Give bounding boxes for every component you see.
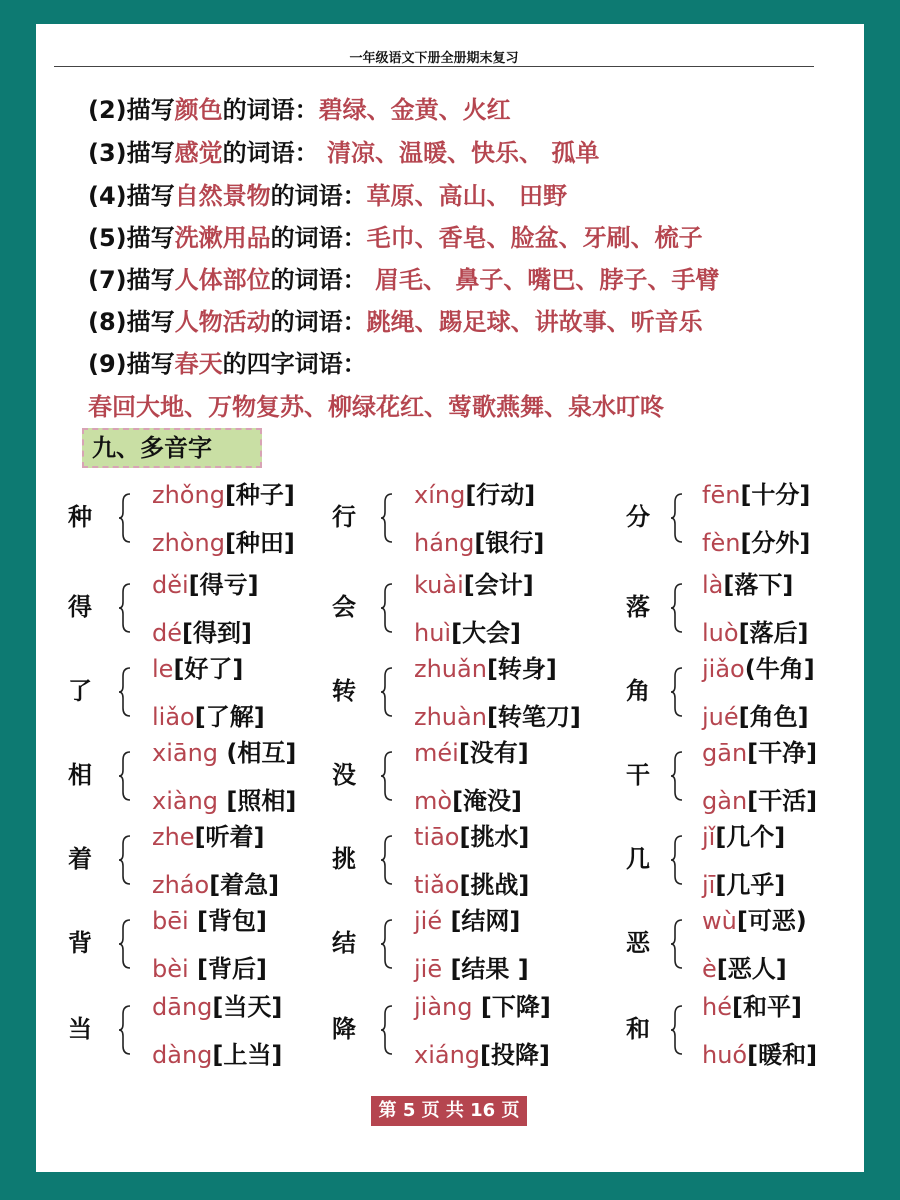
polyphone-character: 分 [626, 503, 650, 531]
section-title-polyphones: 九、多音字 [82, 428, 262, 468]
polyphone-character: 干 [626, 761, 650, 789]
polyphone-reading [702, 992, 802, 1022]
polyphone-character: 结 [332, 929, 356, 957]
curly-brace-icon [670, 1004, 684, 1056]
vocab-label: 的词语： [222, 139, 319, 167]
polyphone-reading [152, 906, 267, 936]
curly-brace-icon [380, 1004, 394, 1056]
vocab-line [88, 95, 511, 125]
example-word: [几个] [715, 823, 786, 851]
vocab-label: 的四字词语： [222, 350, 367, 378]
pinyin: fèn [702, 529, 741, 557]
pinyin: mò [414, 787, 453, 815]
vocab-prefix: (8)描写 [88, 308, 175, 336]
vocab-prefix: (5)描写 [88, 224, 175, 252]
polyphone-character: 了 [68, 677, 92, 705]
vocab-prefix: (9)描写 [88, 350, 175, 378]
vocab-label: 的词语： [270, 308, 367, 336]
pinyin: fēn [702, 481, 741, 509]
polyphone-reading [152, 954, 267, 984]
example-word: [得亏] [188, 571, 259, 599]
vocab-prefix: (7)描写 [88, 266, 175, 294]
pinyin: le [152, 655, 174, 683]
curly-brace-icon [670, 492, 684, 544]
pinyin: liǎo [152, 703, 195, 731]
example-word: [干活] [747, 787, 818, 815]
vocab-line [88, 349, 367, 379]
pinyin: zhuǎn [414, 655, 487, 683]
example-word: [大会] [451, 619, 522, 647]
curly-brace-icon [670, 750, 684, 802]
example-word: [背包] [188, 907, 267, 935]
polyphone-reading [702, 1040, 817, 1070]
vocab-topic: 自然景物 [174, 182, 271, 210]
example-word: [上当] [212, 1041, 283, 1069]
example-word: [没有] [458, 739, 529, 767]
vocab-topic: 感觉 [174, 139, 223, 167]
pinyin: bēi [152, 907, 189, 935]
pinyin: zhe [152, 823, 195, 851]
polyphone-character: 落 [626, 593, 650, 621]
vocab-words: 清凉、温暖、快乐、 孤单 [318, 139, 600, 167]
polyphone-reading [152, 786, 296, 816]
example-word: [照相] [218, 787, 297, 815]
curly-brace-icon [380, 666, 394, 718]
polyphone-reading [414, 786, 522, 816]
polyphone-character: 相 [68, 761, 92, 789]
polyphone-reading [152, 528, 295, 558]
curly-brace-icon [380, 834, 394, 886]
pinyin: luò [702, 619, 739, 647]
vocab-label: 的词语： [270, 182, 367, 210]
example-word: [了解] [194, 703, 265, 731]
header-divider [54, 66, 814, 67]
pinyin: dàng [152, 1041, 213, 1069]
polyphone-reading [414, 702, 581, 732]
polyphone-reading [414, 480, 535, 510]
example-word: [好了] [173, 655, 244, 683]
vocab-prefix: (4)描写 [88, 182, 175, 210]
polyphone-reading [702, 702, 809, 732]
example-word: [银行] [474, 529, 545, 557]
example-word: [挑战] [459, 871, 530, 899]
polyphone-reading [702, 786, 817, 816]
polyphone-character: 种 [68, 503, 92, 531]
pinyin: xiāng [152, 739, 219, 767]
vocab-topic: 人体部位 [174, 266, 271, 294]
polyphone-reading [152, 654, 243, 684]
polyphone-character: 转 [332, 677, 356, 705]
polyphone-reading [702, 618, 809, 648]
example-word: [分外] [740, 529, 811, 557]
spring-idioms: 春回大地、万物复苏、柳绿花红、莺歌燕舞、泉水叮咚 [88, 393, 664, 421]
polyphone-character: 降 [332, 1015, 356, 1043]
vocab-label: 的词语： [222, 96, 319, 124]
polyphone-reading [702, 570, 793, 600]
polyphone-reading [152, 992, 282, 1022]
polyphone-character: 行 [332, 503, 356, 531]
polyphone-reading [414, 870, 529, 900]
vocab-words: 眉毛、 鼻子、嘴巴、脖子、手臂 [366, 266, 720, 294]
pinyin: jǐ [702, 823, 716, 851]
example-word: [落下] [723, 571, 794, 599]
pinyin: xiàng [152, 787, 219, 815]
vocab-topic: 人物活动 [174, 308, 271, 336]
curly-brace-icon [380, 582, 394, 634]
pinyin: méi [414, 739, 459, 767]
pinyin: huó [702, 1041, 748, 1069]
example-word: [落后] [738, 619, 809, 647]
polyphone-character: 得 [68, 593, 92, 621]
curly-brace-icon [380, 918, 394, 970]
example-word: [转笔刀] [486, 703, 581, 731]
example-word: [背后] [188, 955, 267, 983]
pinyin: là [702, 571, 724, 599]
polyphone-reading [414, 954, 529, 984]
example-word: [干净] [747, 739, 818, 767]
pinyin: jié [414, 907, 443, 935]
curly-brace-icon [118, 666, 132, 718]
example-word: [听着] [194, 823, 265, 851]
example-word: [可恶) [736, 907, 807, 935]
polyphone-reading [414, 906, 520, 936]
polyphone-character: 挑 [332, 845, 356, 873]
example-word: [结网] [442, 907, 521, 935]
vocab-line [88, 307, 703, 337]
pinyin: dé [152, 619, 182, 647]
example-word: [结果 ] [442, 955, 529, 983]
polyphone-character: 着 [68, 845, 92, 873]
polyphone-reading [414, 1040, 550, 1070]
polyphone-reading [152, 702, 265, 732]
pinyin: xiáng [414, 1041, 481, 1069]
example-word: [会计] [463, 571, 534, 599]
polyphone-reading [152, 738, 296, 768]
vocab-words: 碧绿、金黄、火红 [318, 96, 511, 124]
pinyin: zhǒng [152, 481, 225, 509]
example-word: [挑水] [459, 823, 530, 851]
polyphone-reading [702, 954, 787, 984]
polyphone-character: 没 [332, 761, 356, 789]
page-number-badge: 第 5 页 共 16 页 [371, 1096, 527, 1126]
polyphone-character: 当 [68, 1015, 92, 1043]
curly-brace-icon [380, 750, 394, 802]
vocab-prefix: (3)描写 [88, 139, 175, 167]
pinyin: jī [702, 871, 716, 899]
curly-brace-icon [118, 492, 132, 544]
polyphone-reading [702, 654, 815, 684]
polyphone-character: 恶 [626, 929, 650, 957]
example-word: [种子] [224, 481, 295, 509]
vocab-line [88, 265, 719, 295]
pinyin: tiāo [414, 823, 460, 851]
pinyin: děi [152, 571, 189, 599]
pinyin: háng [414, 529, 475, 557]
example-word: [下降] [472, 993, 551, 1021]
curly-brace-icon [670, 666, 684, 718]
example-word: [和平] [731, 993, 802, 1021]
pinyin: dāng [152, 993, 213, 1021]
vocab-line [88, 138, 599, 168]
example-word: [当天] [212, 993, 283, 1021]
pinyin: jiǎo [702, 655, 745, 683]
vocab-label: 的词语： [270, 224, 367, 252]
example-word: [得到] [182, 619, 252, 647]
pinyin: tiǎo [414, 871, 460, 899]
example-word: [几乎] [715, 871, 786, 899]
curly-brace-icon [118, 750, 132, 802]
example-word: [十分] [740, 481, 811, 509]
example-word: [淹没] [452, 787, 522, 815]
vocab-words: 毛巾、香皂、脸盆、牙刷、梳子 [366, 224, 703, 252]
polyphone-reading [414, 822, 529, 852]
pinyin: gān [702, 739, 748, 767]
polyphone-reading [414, 528, 544, 558]
pinyin: huì [414, 619, 452, 647]
example-word: [转身] [486, 655, 557, 683]
document-header-title: 一年级语文下册全册期末复习 [349, 51, 519, 66]
example-word: [暖和] [747, 1041, 818, 1069]
curly-brace-icon [670, 834, 684, 886]
pinyin: kuài [414, 571, 464, 599]
vocab-line [88, 223, 703, 253]
curly-brace-icon [118, 918, 132, 970]
vocab-words: 跳绳、踢足球、讲故事、听音乐 [366, 308, 703, 336]
curly-brace-icon [118, 582, 132, 634]
pinyin: jiē [414, 955, 443, 983]
pinyin: bèi [152, 955, 189, 983]
polyphone-character: 几 [626, 845, 650, 873]
polyphone-character: 背 [68, 929, 92, 957]
pinyin: è [702, 955, 717, 983]
polyphone-reading [702, 480, 810, 510]
example-word: (牛角] [744, 655, 815, 683]
polyphone-reading [152, 822, 265, 852]
polyphone-reading [702, 870, 785, 900]
polyphone-reading [414, 654, 557, 684]
example-word: [行动] [465, 481, 536, 509]
polyphone-reading [152, 1040, 282, 1070]
polyphone-reading [702, 528, 810, 558]
polyphone-reading [152, 870, 279, 900]
curly-brace-icon [380, 492, 394, 544]
pinyin: xíng [414, 481, 466, 509]
pinyin: jué [702, 703, 739, 731]
vocab-topic: 洗漱用品 [174, 224, 271, 252]
vocab-label: 的词语： [270, 266, 367, 294]
polyphone-reading [414, 738, 529, 768]
polyphone-character: 角 [626, 677, 650, 705]
curly-brace-icon [118, 1004, 132, 1056]
pinyin: hé [702, 993, 732, 1021]
polyphone-reading [702, 906, 807, 936]
pinyin: zhòng [152, 529, 225, 557]
example-word: [角色] [738, 703, 809, 731]
example-word: [种田] [224, 529, 295, 557]
polyphone-reading [152, 618, 252, 648]
polyphone-reading [152, 570, 259, 600]
pinyin: gàn [702, 787, 748, 815]
polyphone-reading [152, 480, 295, 510]
curly-brace-icon [118, 834, 132, 886]
pinyin: wù [702, 907, 737, 935]
pinyin: zháo [152, 871, 210, 899]
example-word: [投降] [480, 1041, 550, 1069]
example-word: (相互] [218, 739, 297, 767]
polyphone-character: 和 [626, 1015, 650, 1043]
polyphone-reading [702, 822, 785, 852]
polyphone-reading [414, 618, 521, 648]
pinyin: zhuàn [414, 703, 487, 731]
vocab-words: 草原、高山、 田野 [366, 182, 567, 210]
polyphone-reading [414, 570, 534, 600]
polyphone-character: 会 [332, 593, 356, 621]
polyphone-reading [702, 738, 817, 768]
polyphone-reading [414, 992, 551, 1022]
vocab-prefix: (2)描写 [88, 96, 175, 124]
curly-brace-icon [670, 582, 684, 634]
vocab-line [88, 181, 567, 211]
vocab-topic: 春天 [174, 350, 223, 378]
example-word: [着急] [209, 871, 280, 899]
example-word: [恶人] [716, 955, 787, 983]
curly-brace-icon [670, 918, 684, 970]
pinyin: jiàng [414, 993, 473, 1021]
vocab-topic: 颜色 [174, 96, 223, 124]
